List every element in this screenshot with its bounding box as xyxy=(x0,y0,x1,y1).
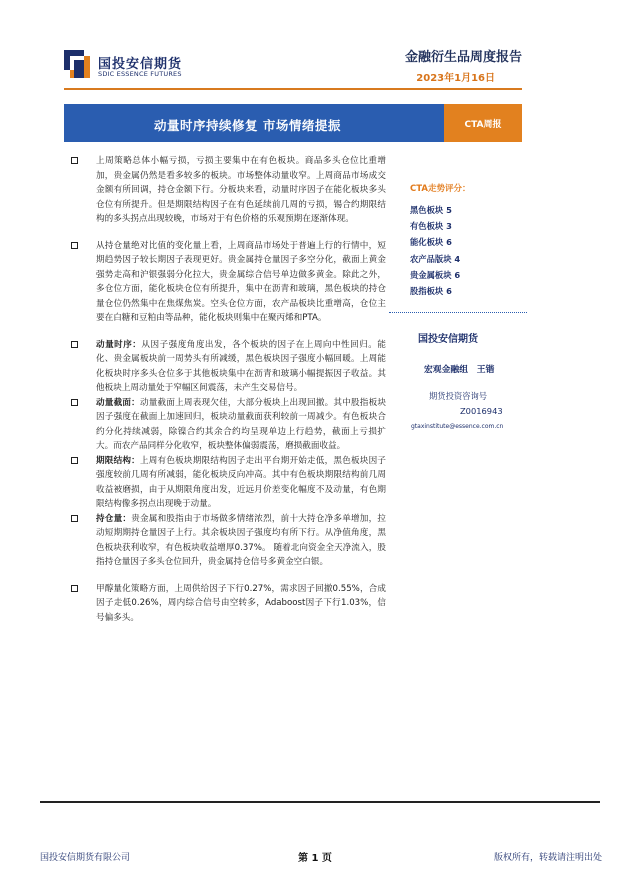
cta-score-item: 有色板块 3 xyxy=(410,221,452,232)
momentum-cross-section-paragraph xyxy=(68,396,386,454)
qualification-label: 期货投资咨询号 xyxy=(429,391,488,401)
bullet-square-icon xyxy=(71,242,78,249)
report-title: 动量时序持续修复 市场情绪提振 xyxy=(154,118,341,133)
bullet-square-icon xyxy=(71,157,78,164)
bullet-square-icon xyxy=(71,341,78,348)
logo-name-en: SDIC ESSENCE FUTURES xyxy=(98,70,182,78)
logo-mark-icon xyxy=(64,50,92,80)
cta-score-item: 农产品版块 4 xyxy=(410,253,461,264)
paragraph-lead: 动量截面： xyxy=(96,397,140,408)
main-content xyxy=(68,154,386,625)
cta-score-item: 能化板块 6 xyxy=(410,237,452,248)
paragraph-text: 上周策略总体小幅亏损，亏损主要集中在有色板块。商品多头仓位比重增加，贵金属仍然是看多较多的板块。市场整体动量收窄。上周商品市场成交金额有所回调，持仓金额下行。分板块来看，动量时序因子在能化板块多头仓位有所提升。但是期限结构因子在有色延续前几周的亏损，锡合约期限结构的多头拐点出现较晚，市场对于有色价格的乐观预期在逐渐体现。 xyxy=(96,156,386,224)
position-paragraph xyxy=(68,239,386,326)
report-date: 2023年1月16日 xyxy=(416,73,495,84)
title-banner xyxy=(64,104,522,142)
bullet-square-icon xyxy=(71,457,78,464)
logo-name-cn: 国投安信期货 xyxy=(98,57,183,72)
footer-company: 国投安信期货有限公司 xyxy=(40,853,131,863)
qualification-code: Z0016943 xyxy=(460,406,503,416)
summary-paragraph xyxy=(68,154,386,227)
paragraph-lead: 期限结构： xyxy=(96,455,140,466)
paragraph-lead: 持仓量： xyxy=(96,513,132,524)
author-company: 国投安信期货 xyxy=(418,334,478,345)
term-structure-paragraph xyxy=(68,454,386,512)
sidebar-divider xyxy=(389,312,527,313)
open-interest-paragraph xyxy=(68,512,386,570)
author-group: 宏观金融组 王锴 xyxy=(424,365,495,375)
cta-score-item: 黑色板块 5 xyxy=(410,205,452,215)
report-type: 金融衍生品周度报告 xyxy=(404,50,522,65)
page-number: 第 1 页 xyxy=(298,853,332,864)
report-tag xyxy=(444,104,522,142)
footer-divider xyxy=(40,801,600,803)
bullet-square-icon xyxy=(71,515,78,522)
bullet-square-icon xyxy=(71,585,78,592)
header-divider xyxy=(64,88,522,90)
cta-score-panel xyxy=(410,182,532,299)
cta-score-item: 贵金属板块 6 xyxy=(410,269,461,280)
methanol-strategy-paragraph xyxy=(68,582,386,626)
bullet-square-icon xyxy=(71,399,78,406)
cta-score-item: 股指板块 6 xyxy=(410,286,452,297)
paragraph-text: 甲醇量化策略方面，上周供给因子下行0.27%，需求因子回撤0.55%，合成因子走低0.26%，周内综合信号由空转多，Adaboost因子下行1.03%，信号偏多头。 xyxy=(96,583,386,623)
company-logo xyxy=(64,50,194,86)
paragraph-text: 从持仓量绝对比值的变化量上看，上周商品市场处于普遍上行的行情中，短期趋势因子较长期因子表现更好。贵金属持仓量因子多空分化，截面上黄金强势走高和沪银强弱分化拉大，贵金属综合信号单边做多黄金。除此之外，多仓位方面，能化板块仓位有所提升，集中在沥青和玻璃，黑色板块的持仓量仓位仍然集中在焦煤焦炭。空头仓位方面，农产品板块比重增高，仓位主要在白糖和豆粕由等品种，能化板块则集中在聚丙烯和PTA。 xyxy=(96,240,386,323)
paragraph-text: 动量截面上周表现欠佳，大部分板块上出现回撤。其中股指板块因子强度在截面上加速回归，板块动量截面获利较前一周减少。有色板块合约分化持续减弱，除镍合约其余合约均呈现单边上行趋势，截面上亏损扩大。而农产品同样分化收窄，板块整体偏弱震荡，磨损截面收益。 xyxy=(96,397,386,451)
cta-score-title: CTA走势评分： xyxy=(410,184,471,194)
paragraph-text: 贵金属和股指由于市场做多情绪浓烈，前十大持仓净多单增加，拉动短期期持仓量因子上行。其余板块因子强度均有所下行。从净值角度，黑色板块获利收窄，有色板块收益增厚0.37%。 随着北向资金全天净流入，股指持仓量因子多头仓位回升，贵金属持仓信号多黄金空白银。 xyxy=(96,513,386,567)
author-email[interactable]: gtaxinstitute@essence.com.cn xyxy=(411,423,504,430)
paragraph-text: 从因子强度角度出发，各个板块的因子在上周向中性回归。能化、贵金属板块前一周势头有所减缓，黑色板块因子强度小幅回暖。上周能化板块时序多头仓位多于其他板块集中在沥青和玻璃小幅提振因子收益。其他板块上周动量处于窄幅区间震荡，未产生交易信号。 xyxy=(96,339,386,393)
footer-copyright: 版权所有，转载请注明出处 xyxy=(493,853,602,863)
paragraph-lead: 动量时序： xyxy=(96,339,142,350)
momentum-timeseries-paragraph xyxy=(68,338,386,396)
report-tag-label: CTA周报 xyxy=(464,120,502,130)
paragraph-text: 上周有色板块期限结构因子走出平台期开始走低，黑色板块因子强度较前几周有所减弱，能化板块反向冲高。其中有色板块期限结构前几周收益被磨损，由于从期限角度出发，近远月价差变化幅度不及动量，有色期限结构像多拐点出现晚于动量。 xyxy=(96,455,386,509)
